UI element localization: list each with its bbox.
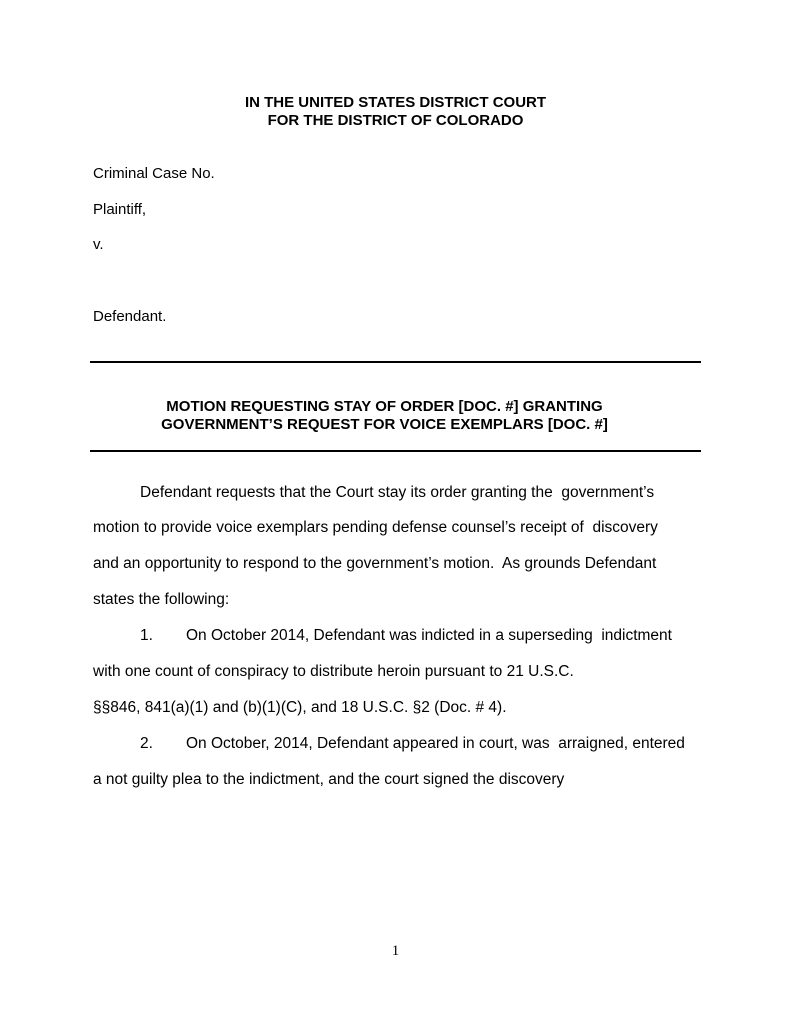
intro-line-4: states the following:: [93, 591, 230, 608]
motion-title-line-1: MOTION REQUESTING STAY OF ORDER [DOC. #] GRANTING: [166, 398, 603, 415]
plaintiff-label: Plaintiff,: [93, 201, 147, 218]
paragraph-2-number: 2.: [140, 735, 153, 752]
motion-title-line-2: GOVERNMENT’S REQUEST FOR VOICE EXEMPLARS [DOC. #]: [161, 416, 608, 433]
versus-label: v.: [93, 236, 104, 253]
court-heading-line-2: FOR THE DISTRICT OF COLORADO: [267, 112, 524, 129]
caption-divider-bottom: [90, 450, 701, 452]
intro-line-3: and an opportunity to respond to the government’s motion. As grounds Defendant: [93, 555, 657, 572]
intro-line-2: motion to provide voice exemplars pending defense counsel’s receipt of discovery: [93, 519, 658, 536]
paragraph-1-line-2: with one count of conspiracy to distribute heroin pursuant to 21 U.S.C.: [93, 663, 574, 680]
paragraph-1-line-1: On October 2014, Defendant was indicted in a superseding indictment: [186, 627, 672, 644]
page-number: 1: [391, 943, 400, 959]
intro-line-1: Defendant requests that the Court stay its order granting the government’s: [140, 484, 655, 501]
case-number-label: Criminal Case No.: [93, 165, 215, 182]
defendant-label: Defendant.: [93, 308, 167, 325]
caption-divider-top: [90, 361, 701, 363]
paragraph-1-line-3: §§846, 841(a)(1) and (b)(1)(C), and 18 U.S.C. §2 (Doc. # 4).: [93, 699, 507, 716]
paragraph-2-line-2: a not guilty plea to the indictment, and the court signed the discovery: [93, 771, 565, 788]
court-heading-line-1: IN THE UNITED STATES DISTRICT COURT: [244, 94, 547, 111]
paragraph-1-number: 1.: [140, 627, 153, 644]
paragraph-2-line-1: On October, 2014, Defendant appeared in court, was arraigned, entered: [186, 735, 685, 752]
